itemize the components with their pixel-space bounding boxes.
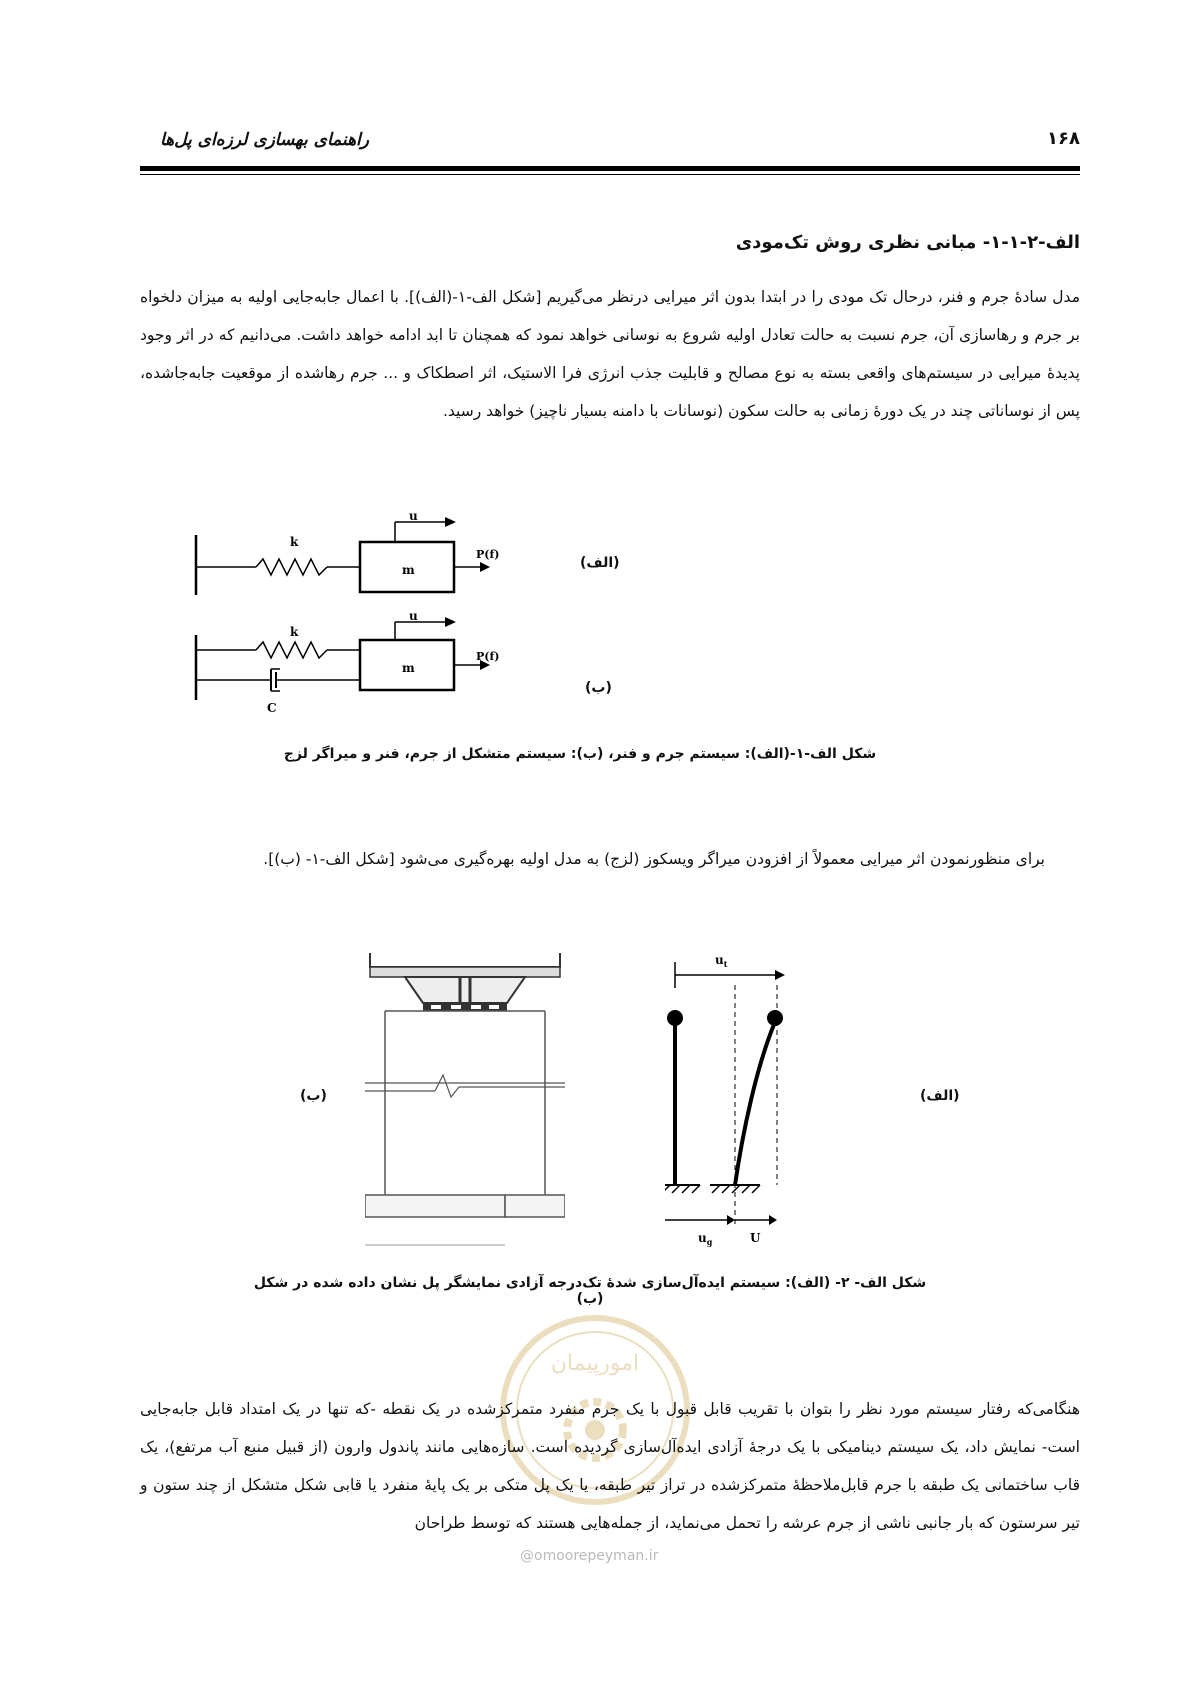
- fig1-caption: شکل الف-۱-(الف): سیستم جرم و فنر، (ب): سیستم متشکل از جرم، فنر و میراگر لزج: [283, 746, 877, 762]
- fig1b-disp-label: u: [409, 609, 418, 623]
- ut-label: $u_t$: [715, 953, 728, 969]
- fig1b-mass-label: m: [402, 661, 415, 675]
- fig1a-disp-label: u: [409, 509, 418, 523]
- ug-label: $u_g$: [698, 1231, 713, 1247]
- watermark-text: امورپیمان: [550, 1351, 640, 1376]
- book-title: راهنمای بهسازی لرزه‌ای پل‌ها: [160, 130, 369, 150]
- fig1a-force-label: P(f): [476, 548, 500, 561]
- fig2-caption: شکل الف- ۲- (الف): سیستم ایده‌آل‌سازی شدهٔ تک‌درجه آزادی نمایشگر پل نشان داده شده در شکل (ب): [253, 1275, 927, 1307]
- watermark-url: @omoorepeyman.ir: [520, 1548, 659, 1564]
- fig1b-spring-label: k: [290, 625, 299, 639]
- bridge-pier-drawing: [365, 945, 565, 1265]
- fig1-label-b: (ب): [585, 680, 612, 696]
- paragraph-3: هنگامی‌که رفتار سیستم مورد نظر را بتوان با تقریب قابل قبول با یک جرم منفرد متمرکزشده در یک نقطه -که تنها در یک امتداد قابل جابه‌جایی است- نمایش داد، یک سیستم دینامیکی با یک درجهٔ آزادی ایده‌آل‌سازی گردیده است. سازه‌هایی مانند پاندول وارون (از قبیل منبع آب مرتفع)، یک قاب ساختمانی یک طبقه با جرم قابل‌ملاحظهٔ متمرکزشده در تراز تیر طبقه، یا یک پل متکی بر یک پایهٔ منفرد یا قابی شکل متشکل از چند ستون و تیر سرستون که بار جانبی ناشی از جرم عرشه را تحمل می‌نماید، از جمله‌هایی هستند که توسط طراحان: [140, 1400, 1080, 1532]
- paragraph-2: برای منظورنمودن اثر میرایی معمولاً از افزودن میراگر ویسکوز (لزج) به مدل اولیه بهره‌گیری می‌شود [شکل الف-۱- (ب)].: [263, 850, 1045, 868]
- section-heading: الف-۲-۱-۱- مبانی نظری روش تک‌مودی: [735, 232, 1080, 253]
- U-label: U: [750, 1231, 761, 1245]
- fig1a-mass-label: m: [402, 563, 415, 577]
- mass-spring-figure: [180, 500, 640, 715]
- paragraph-1: مدل سادهٔ جرم و فنر، درحال تک مودی را در ابتدا بدون اثر میرایی درنظر می‌گیریم [شکل الف-۱-(الف)]. با اعمال جابه‌جایی اولیه به میزان دلخواه بر جرم و رهاسازی آن، جرم نسبت به حالت تعادل اولیه شروع به نوسانی خواهد نمود که همچنان تا ابد ادامه خواهد داشت. می‌دانیم که در اثر وجود پدیدهٔ میرایی در سیستم‌های واقعی بسته به نوع مصالح و قابلیت جذب انرژی فرا الاستیک، اثر اصطکاک و ... جرم رهاشده از موقعیت جابه‌جاشده، پس از نوساناتی چند در یک دورهٔ زمانی به حالت سکون (نوسانات با دامنه بسیار ناچیز) خواهد رسید.: [140, 288, 1080, 420]
- fig1b-force-label: P(f): [476, 650, 500, 663]
- fig1b-damper-label: C: [267, 701, 277, 715]
- fig1a-spring-label: k: [290, 535, 299, 549]
- header-rule: [140, 166, 1080, 171]
- header-rule-thin: [140, 174, 1080, 175]
- fig2-label-a: (الف): [920, 1088, 960, 1104]
- fig2-label-b: (ب): [300, 1088, 327, 1104]
- sdof-idealization-drawing: [665, 950, 865, 1250]
- page-number: ۱۶۸: [1047, 128, 1080, 149]
- fig1-label-a: (الف): [580, 555, 620, 571]
